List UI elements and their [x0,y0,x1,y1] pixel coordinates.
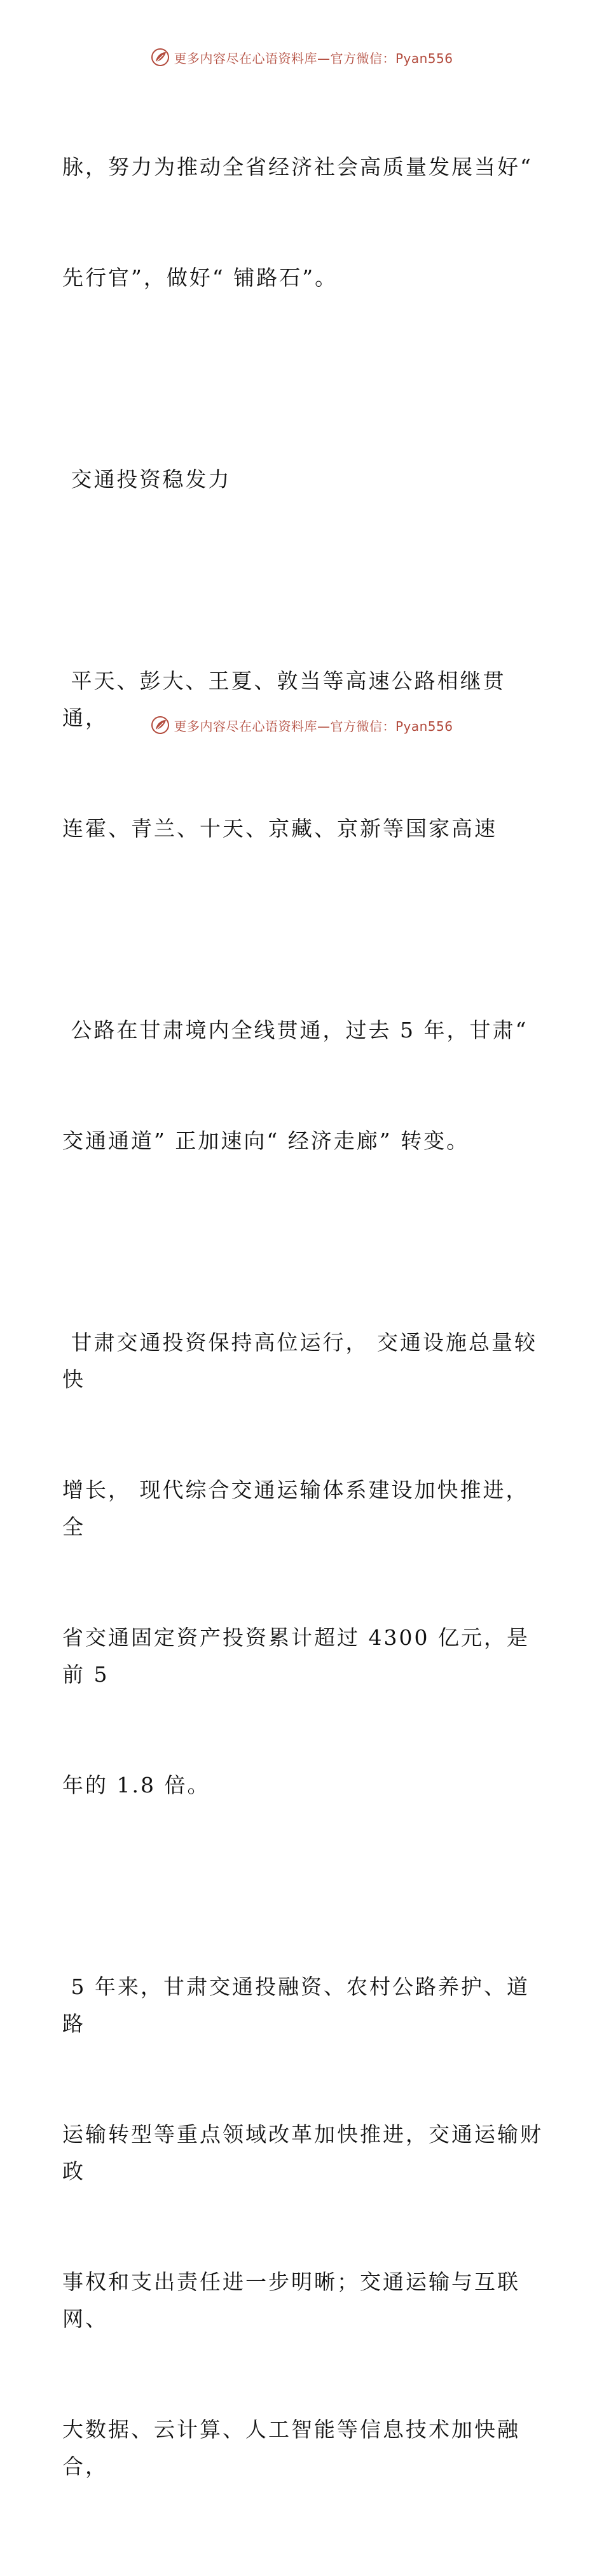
paragraph-6 [62,1895,546,2559]
paragraph-4 [62,938,546,1233]
text-line: 5 年来，甘肃交通投融资、农村公路养护、道路 [62,1974,530,2036]
paragraph-5 [62,1250,546,1878]
text-line: 交通通道” 正加速向“ 经济走廊” 转变。 [62,1128,470,1153]
text-line: 连霍、青兰、十天、京藏、京新等国家高速 [62,816,497,841]
text-line: 平天、彭大、王夏、敦当等高速公路相继贯通， [62,668,506,730]
text-line: 甘肃交通投资保持高位运行， 交通设施总量较快 [62,1330,537,1392]
red-leaf-logo-icon [151,48,170,67]
text-line: 公路在甘肃境内全线贯通，过去 5 年，甘肃“ [62,1018,528,1042]
red-leaf-logo-icon [151,716,170,735]
text-line: 先行官”，做好“ 铺路石”。 [62,265,338,290]
text-line: 年的 1.8 倍。 [62,1773,210,1797]
text-line: 省交通固定资产投资累计超过 4300 亿元，是前 5 [62,1625,530,1687]
paragraph-3 [62,589,546,921]
footer-watermark-text: 更多内容尽在心语资料库—官方微信：Pyan556 [174,718,453,734]
document-body [62,75,546,2576]
text-line: 运输转型等重点领域改革加快推进，交通运输财政 [62,2122,543,2184]
section-heading [62,387,546,572]
header-watermark [0,45,604,70]
header-watermark-text: 更多内容尽在心语资料库—官方微信：Pyan556 [174,50,453,66]
paragraph-1 [62,75,546,370]
text-line: 脉，努力为推动全省经济社会高质量发展当好“ [62,155,533,179]
text-line: 增长， 现代综合交通运输体系建设加快推进，全 [62,1478,529,1539]
footer-watermark [0,712,604,738]
text-line: 大数据、云计算、人工智能等信息技术加快融合， [62,2417,520,2479]
text-line: 交通投资稳发力 [62,467,231,492]
text-line: 事权和支出责任进一步明晰；交通运输与互联网、 [62,2269,520,2331]
